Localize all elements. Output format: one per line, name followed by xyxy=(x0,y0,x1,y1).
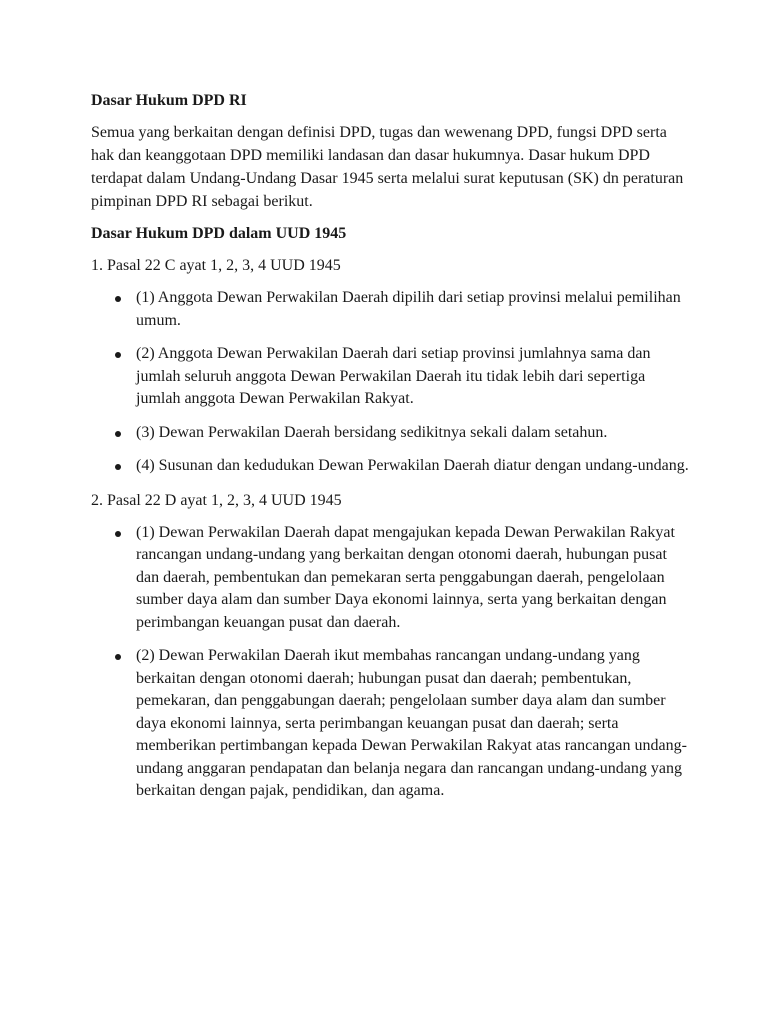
list-item-text: (1) Anggota Dewan Perwakilan Daerah dipilih dari setiap provinsi melalui pemilihan umum. xyxy=(136,289,681,329)
list-item xyxy=(91,455,691,478)
list-item-text: (1) Dewan Perwakilan Daerah dapat mengajukan kepada Dewan Perwakilan Rakyat rancangan undang-undang yang berkaitan dengan otonomi daerah, hubungan pusat dan daerah, pembentukan dan pemekaran serta penggabungan daerah, pengelolaan sumber daya alam dan sumber Daya ekonomi lainnya, serta yang berkaitan dengan perimbangan keuangan pusat dan daerah. xyxy=(136,523,675,631)
bullet-icon xyxy=(115,531,121,537)
bullet-icon xyxy=(115,352,121,358)
bullet-icon xyxy=(115,431,121,437)
list-item-text: (4) Susunan dan kedudukan Dewan Perwakilan Daerah diatur dengan undang-undang. xyxy=(136,457,689,474)
list-item xyxy=(91,522,691,635)
list-item xyxy=(91,422,691,445)
pasal-22d-list xyxy=(91,522,691,803)
section-title-pasal-22c: 1. Pasal 22 C ayat 1, 2, 3, 4 UUD 1945 xyxy=(91,257,341,274)
bullet-icon xyxy=(115,296,121,302)
bullet-icon xyxy=(115,654,121,660)
document-title: Dasar Hukum DPD RI xyxy=(91,92,247,109)
section-title-pasal-22d: 2. Pasal 22 D ayat 1, 2, 3, 4 UUD 1945 xyxy=(91,491,342,509)
intro-paragraph: Semua yang berkaitan dengan definisi DPD, tugas dan wewenang DPD, fungsi DPD serta hak dan keanggotaan DPD memiliki landasan dan dasar hukumnya. Dasar hukum DPD terdapat dalam Undang-Undang Dasar 1945 serta melalui surat keputusan (SK) dn peraturan pimpinan DPD RI sebagai berikut. xyxy=(91,124,684,210)
list-item xyxy=(91,287,691,332)
document-page xyxy=(91,89,691,814)
list-item-text: (2) Anggota Dewan Perwakilan Daerah dari setiap provinsi jumlahnya sama dan jumlah seluruh anggota Dewan Perwakilan Daerah itu tidak lebih dari sepertiga jumlah anggota Dewan Perwakilan Rakyat. xyxy=(136,345,651,407)
bullet-icon xyxy=(115,464,121,470)
list-item-text: (3) Dewan Perwakilan Daerah bersidang sedikitnya sekali dalam setahun. xyxy=(136,423,608,441)
list-item xyxy=(91,645,691,803)
list-item-text: (2) Dewan Perwakilan Daerah ikut membahas rancangan undang-undang yang berkaitan dengan otonomi daerah; hubungan pusat dan daerah; pembentukan, pemekaran, dan penggabungan daerah; pengelolaan sumber daya alam dan sumber daya ekonomi lainnya, serta perimbangan keuangan pusat dan daerah; serta memberikan pertimbangan kepada Dewan Perwakilan Rakyat atas rancangan undang-undang anggaran pendapatan dan belanja negara dan rancangan undang-undang yang berkaitan dengan pajak, pendidikan, dan agama. xyxy=(136,647,687,799)
list-item xyxy=(91,343,691,411)
pasal-22c-list xyxy=(91,287,691,478)
document-subtitle: Dasar Hukum DPD dalam UUD 1945 xyxy=(91,225,347,242)
